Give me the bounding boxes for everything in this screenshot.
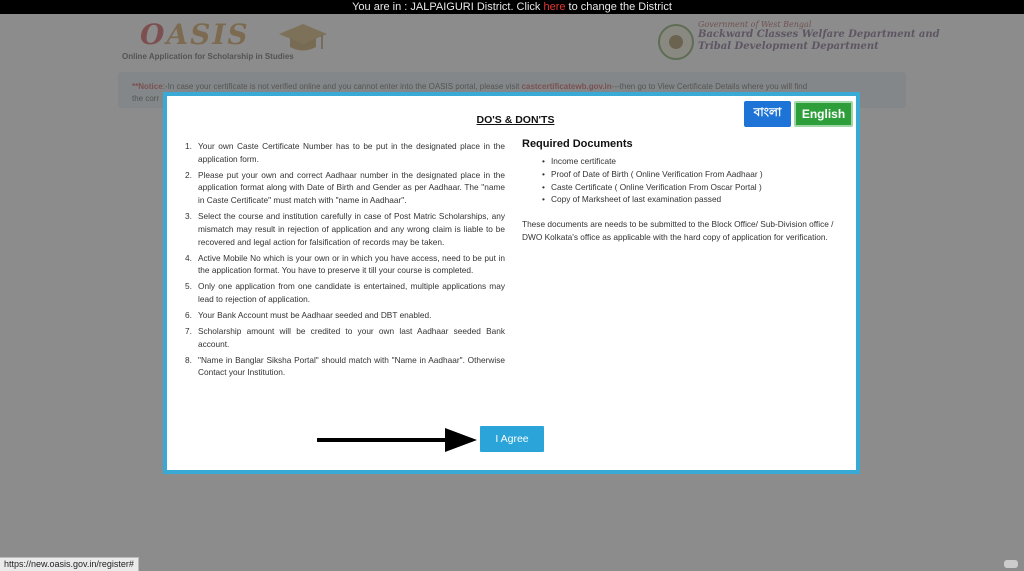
required-documents-heading: Required Documents — [522, 138, 633, 150]
rule-item: 4. Active Mobile No which is your own or in which you have access, need to be put in the application format. You have to preserve it till your course is completed. — [185, 252, 505, 276]
more-options-icon[interactable] — [1004, 560, 1018, 568]
english-language-button[interactable]: English — [794, 101, 853, 127]
required-documents-section — [522, 138, 856, 244]
district-text: You are in : JALPAIGURI District. Click — [352, 1, 544, 13]
dos-donts-modal — [163, 92, 860, 474]
arrow-right-icon — [317, 428, 477, 452]
document-item: • Caste Certificate ( Online Verification From Oscar Portal ) — [542, 181, 856, 194]
documents-list — [522, 155, 856, 206]
rule-item: 1. Your own Caste Certificate Number has to be put in the designated place in the application form. — [185, 141, 505, 164]
rule-item: 7. Scholarship amount will be credited to your own last Aadhaar seeded Bank account. — [185, 325, 505, 349]
documents-note: These documents are needs to be submitted to the Block Office/ Sub-Division office / DWO Kolkata's office as applicable with the hard copy of application for verification. — [522, 219, 834, 242]
change-district-link[interactable]: here — [543, 1, 566, 13]
district-text-suffix: to change the District — [565, 1, 672, 13]
rule-item: 5. Only one application from one candidate is entertained, multiple applications may lead to rejection of application. — [185, 281, 505, 304]
rule-item: 2. Please put your own and correct Aadhaar number in the designated place in the application format along with Date of Birth and Gender as per Aadhaar. The "name in Caste Certificate" must match with "name in Aadhaar". — [185, 169, 505, 206]
district-bar — [0, 0, 1024, 14]
document-item: • Income certificate — [542, 155, 856, 168]
bengali-language-button[interactable]: বাংলা — [744, 101, 791, 127]
rule-item: 8. "Name in Banglar Siksha Portal" should match with "Name in Aadhaar". Otherwise Contact your Institution. — [185, 354, 505, 378]
link-status-bar: https://new.oasis.gov.in/register# — [0, 557, 139, 571]
i-agree-button[interactable]: I Agree — [480, 426, 544, 452]
document-item: • Copy of Marksheet of last examination passed — [542, 193, 856, 206]
document-item: • Proof of Date of Birth ( Online Verification From Aadhaar ) — [542, 168, 856, 181]
modal-title: DO'S & DON'TS — [476, 114, 555, 126]
rule-item: 6. Your Bank Account must be Aadhaar seeded and DBT enabled. — [185, 309, 432, 320]
rule-item: 3. Select the course and institution carefully in case of Post Matric Scholarships, any mismatch may result in rejection of application and any wrong claim is liable to be recovered and legal action for falsification of records may be taken. — [185, 211, 505, 247]
rules-list — [185, 140, 505, 382]
